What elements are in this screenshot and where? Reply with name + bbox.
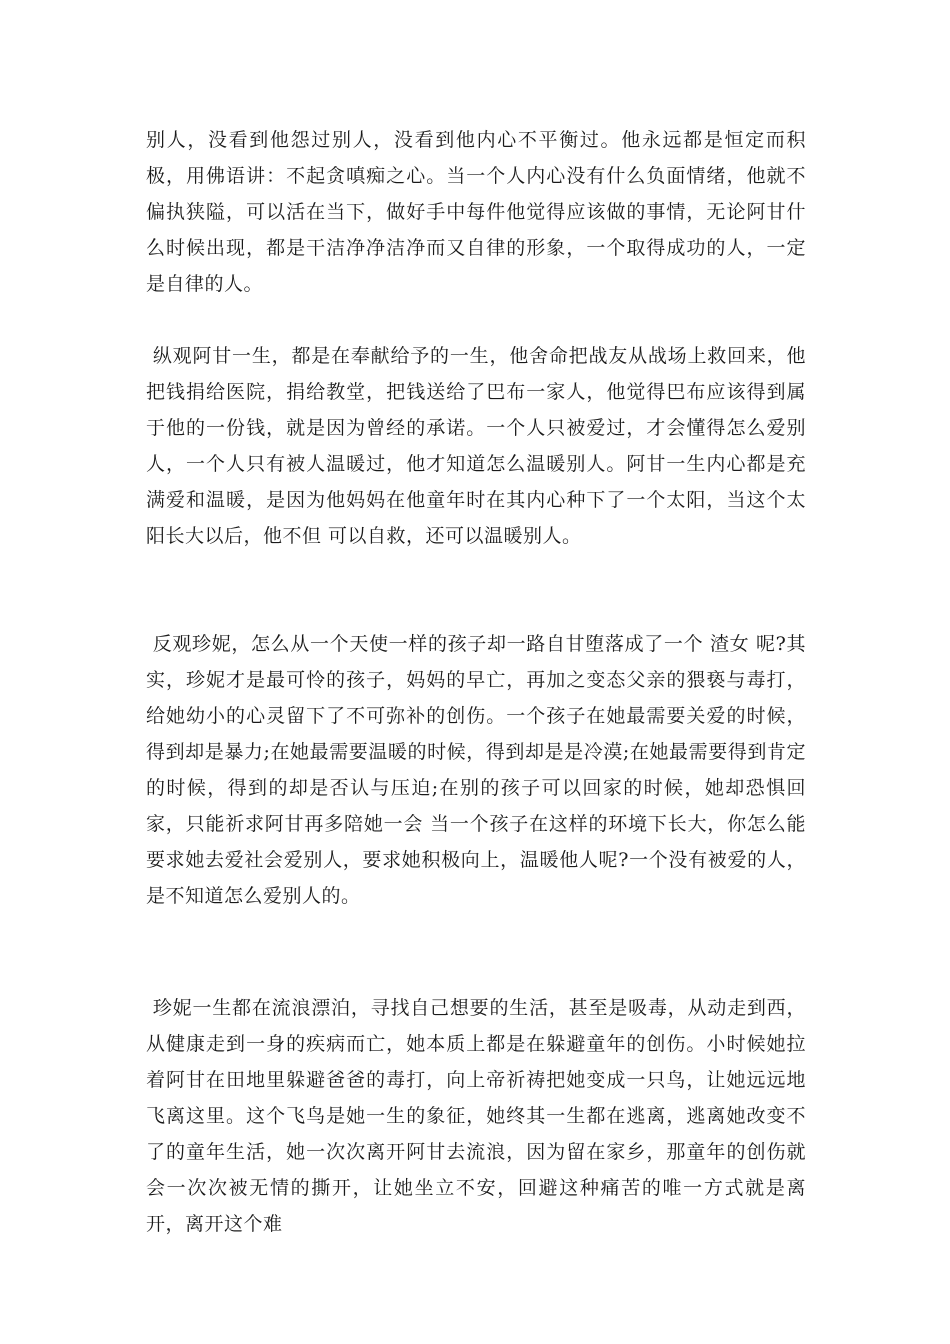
paragraph-4: 珍妮一生都在流浪漂泊，寻找自己想要的生活，甚至是吸毒，从动走到西，从健康走到一身的疾病而亡，她本质上都是在躲避童年的创伤。小时候她拉着阿甘在田地里躲避爸爸的毒打，向上帝祈祷把她变成一只鸟，让她远远地飞离这里。这个飞鸟是她一生的象征，她终其一生都在逃离，逃离她改变不了的童年生活，她一次次离开阿甘去流浪，因为留在家乡，那童年的创伤就会一次次被无情的撕开，让她坐立不安，回避这种痛苦的唯一方式就是离开，离开这个难 [146,997,806,1235]
paragraph-3: 反观珍妮，怎么从一个天使一样的孩子却一路自甘堕落成了一个 渣女 呢?其实，珍妮才是最可怜的孩子，妈妈的早亡，再加之变态父亲的猥亵与毒打，给她幼小的心灵留下了不可弥补的创伤。一个孩子在她最需要关爱的时候，得到却是暴力;在她最需要温暖的时候，得到却是是冷漠;在她最需要得到肯定的时候，得到的却是否认与压迫;在别的孩子可以回家的时候，她却恐惧回家，只能祈求阿甘再多陪她一会 当一个孩子在这样的环境下长大，你怎么能要求她去爱社会爱别人，要求她积极向上，温暖他人呢?一个没有被爱的人，是不知道怎么爱别人的。 [146,633,806,907]
paragraph-2: 纵观阿甘一生，都是在奉献给予的一生，他舍命把战友从战场上救回来，他把钱捐给医院，捐给教堂，把钱送给了巴布一家人，他觉得巴布应该得到属于他的一份钱，就是因为曾经的承诺。一个人只被爱过，才会懂得怎么爱别人，一个人只有被人温暖过，他才知道怎么温暖别人。阿甘一生内心都是充满爱和温暖，是因为他妈妈在他童年时在其内心种下了一个太阳，当这个太阳长大以后，他不但 可以自救，还可以温暖别人。 [146,345,806,547]
paragraph-1: 别人，没看到他怨过别人，没看到他内心不平衡过。他永远都是恒定而积极，用佛语讲：不起贪嗔痴之心。当一个人内心没有什么负面情绪，他就不偏执狭隘，可以活在当下，做好手中每件他觉得应该做的事情，无论阿甘什么时候出现，都是干洁净净洁净而又自律的形象，一个取得成功的人，一定是自律的人。 [146,129,806,295]
